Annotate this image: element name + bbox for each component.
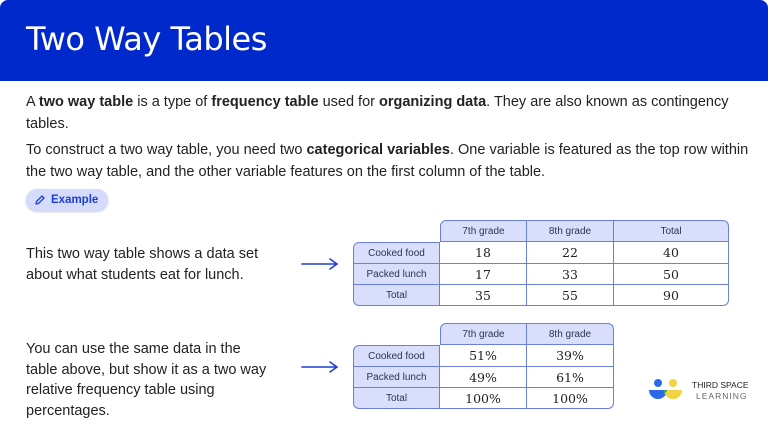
column-header: 8th grade (527, 220, 614, 242)
table-row: Cooked food 18 22 40 (353, 242, 729, 264)
column-header: 8th grade (527, 323, 614, 345)
table-row: Cooked food 51% 39% (353, 345, 614, 367)
arrow-right-icon (300, 360, 340, 374)
column-header: Total (614, 220, 729, 242)
description-2: You can use the same data in the table above, but show it as a two way relative frequency table using percentages. (26, 341, 267, 419)
logo-mark-icon (648, 378, 684, 404)
table-row: Total 100% 100% (353, 388, 614, 409)
arrow-right-icon (300, 257, 340, 271)
relative-frequency-table (353, 323, 614, 409)
intro-section (26, 91, 760, 211)
column-header: 7th grade (440, 323, 527, 345)
frequency-table (353, 220, 729, 306)
table-row: Packed lunch 17 33 50 (353, 264, 729, 285)
table-row: Total 35 55 90 (353, 285, 729, 306)
intro-paragraph-2: To construct a two way table, you need two categorical variables. One variable is featured as the top row within the two way table, and the other variable features on the first column of the table. (26, 142, 749, 180)
page-title: Two Way Tables (26, 20, 267, 58)
title-banner (0, 0, 768, 81)
table-row: Packed lunch 49% 61% (353, 367, 614, 388)
pencil-icon (34, 194, 46, 206)
column-header: 7th grade (440, 220, 527, 242)
description-1: This two way table shows a data set about what students eat for lunch. (26, 246, 259, 283)
third-space-learning-logo: THIRD SPACE LEARNING (648, 378, 749, 404)
intro-paragraph-1: A two way table is a type of frequency table used for organizing data. They are also known as contingency tables. (26, 94, 729, 132)
example-badge: Example (26, 189, 108, 211)
